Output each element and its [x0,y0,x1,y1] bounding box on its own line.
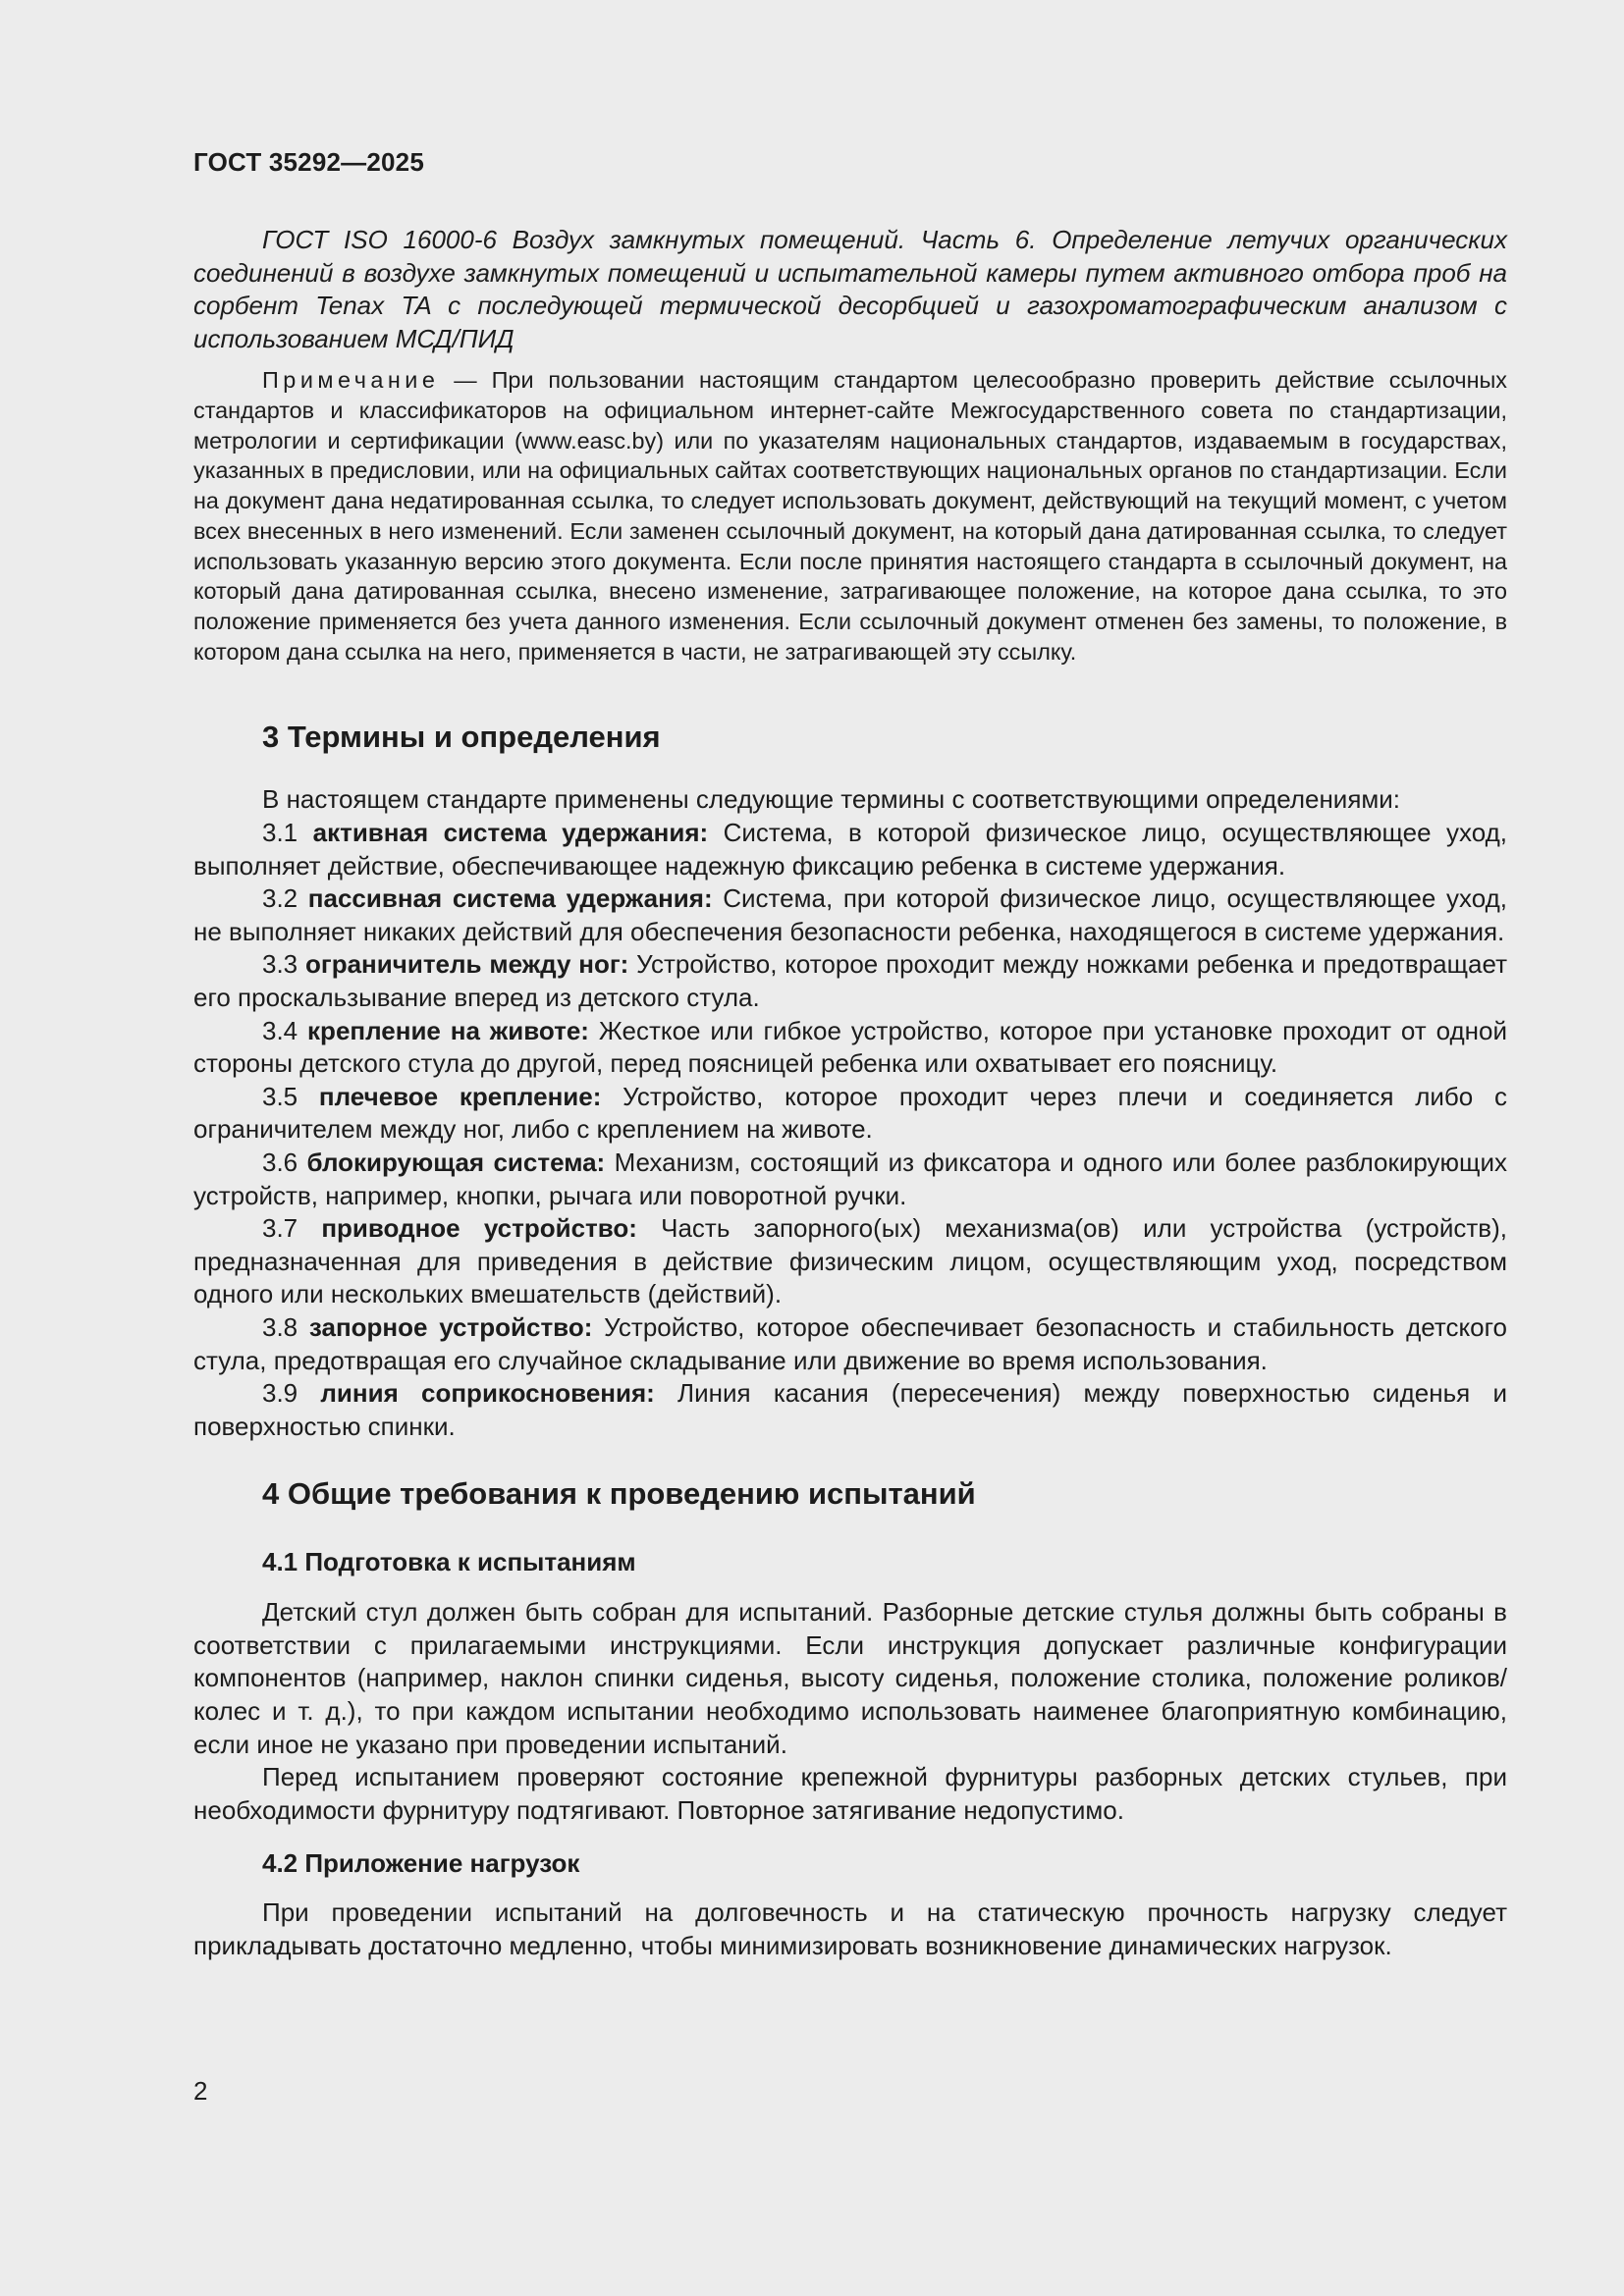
term-number: 3.8 [262,1311,298,1342]
subsection-4-2-paragraph: При проведении испытаний на долговечность и на статическую прочность нагрузку следует прикладывать достаточно медленно, чтобы минимизировать возникновение динамических нагрузок. [193,1897,1507,1961]
term-number: 3.3 [262,949,298,980]
term-text: Часть запорного(ых) механизма(ов) или устройства (устройств), предназначенная для приведения в действие физическим лицом, осуществляющим уход, посредством одного или нескольких вмешательств (действий). [193,1213,1507,1309]
term-definition [193,1147,1507,1212]
term-number: 3.7 [262,1213,298,1244]
reference-note [193,365,1507,667]
section-4-heading: 4 Общие требования к проведению испытаний [262,1476,976,1512]
note-text: При пользовании настоящим стандартом целесообразно проверить действие ссылочных стандартов и классификаторов на официальном интернет-сайте Межгосударственного совета по стандартизации, метрологии и сертификации (www.easc.by) или по указателям национальных стандартов, издаваемым в государствах, указанных в предисловии, или на официальных сайтах соответствующих национальных органов по стандартизации. Если на документ дана недатированная ссылка, то следует использовать документ, действующий на текущий момент, с учетом всех внесенных в него изменений. Если заменен ссылочный документ, на который дана датированная ссылка, то следует использовать указанную версию этого документа. Если после принятия настоящего стандарта в ссылочный документ, на который дана датированная ссылка, внесено изменение, затрагивающее положение, на которое дана ссылка, то это положение применяется без учета данного изменения. Если ссылочный документ отменен без замены, то положение, в котором дана ссылка на него, применяется в части, не затрагивающей эту ссылку. [193,367,1508,665]
term-name: линия соприкосновения: [320,1378,655,1409]
term-number: 3.2 [262,883,298,914]
term-number: 3.5 [262,1081,298,1111]
term-name: крепление на животе: [307,1015,589,1045]
term-definition [193,1212,1507,1311]
term-name: активная система удержания: [312,818,709,847]
term-name: блокирующая система: [306,1147,606,1177]
subsection-4-1-paragraph: Детский стул должен быть собран для испытаний. Разборные детские стулья должны быть собраны в соответствии с прилагаемыми инструкциями. Если инструкция допускает различные конфигурации компонентов (например, наклон спинки сиденья, высоту сиденья, положение столика, положение роликов/колес и т. д.), то при каждом испытании необходимо использовать наименее благоприятную комбинацию, если иное не указано при проведении испытаний. [193,1597,1507,1759]
term-text: Система, при которой физическое лицо, осуществляющее уход, не выполняет никаких действий для обеспечения безопасности ребенка, находящегося в системе удержания. [193,883,1507,946]
subsection-4-1-paragraph: Перед испытанием проверяют состояние крепежной фурнитуры разборных детских стульев, при необходимости фурнитуру подтягивают. Повторное затягивание недопустимо. [193,1762,1507,1825]
term-name: пассивная система удержания: [307,883,713,914]
section-3-heading: 3 Термины и определения [262,720,661,755]
terms-list [193,817,1507,1443]
term-name: приводное устройство: [321,1213,637,1244]
term-text: Устройство, которое обеспечивает безопасность и стабильность детского стула, предотвращая его случайное складывание или движение во время использования. [193,1311,1507,1375]
term-number: 3.9 [262,1378,298,1409]
normative-reference-item: ГОСТ ISO 16000-6 Воздух замкнутых помещений. Часть 6. Определение летучих органических соединений в воздухе замкнутых помещений и испытательной камеры путем активного отбора проб на сорбент Tenax TA с последующей термической десорбцией и газохроматографическим анализом с использованием МСД/ПИД [193,225,1507,353]
term-text: Жесткое или гибкое устройство, которое при установке проходит от одной стороны детского стула до другой, перед поясницей ребенка или охватывает его поясницу. [193,1015,1507,1079]
term-definition [193,817,1507,882]
term-text: Устройство, которое проходит между ножками ребенка и предотвращает его проскальзывание вперед из детского стула. [193,949,1507,1012]
note-dash: — [439,367,492,394]
term-name: плечевое крепление: [318,1081,602,1111]
term-definition [193,882,1507,948]
note-label: Примечание [262,367,440,394]
term-text: Система, в которой физическое лицо, осуществляющее уход, выполняет действие, обеспечивающее надежную фиксацию ребенка в системе удержания. [193,818,1507,881]
subsection-4-2-heading: 4.2 Приложение нагрузок [262,1848,580,1879]
subsection-4-1-heading: 4.1 Подготовка к испытаниям [262,1547,636,1577]
term-number: 3.6 [262,1147,298,1177]
term-number: 3.1 [262,818,298,847]
term-definition [193,1311,1507,1377]
term-name: ограничитель между ног: [305,949,629,980]
terms-intro: В настоящем стандарте применены следующие термины с соответствующими определениями: [262,784,1401,815]
term-definition [193,948,1507,1014]
term-definition [193,1081,1507,1147]
term-text: Устройство, которое проходит через плечи и соединяется либо с ограничителем между ног, либо с креплением на животе. [193,1081,1508,1145]
document-code-header: ГОСТ 35292—2025 [193,147,424,177]
term-definition [193,1377,1507,1443]
term-name: запорное устройство: [308,1311,593,1342]
term-text: Механизм, состоящий из фиксатора и одного или более разблокирующих устройств, например, кнопки, рычага или поворотной ручки. [193,1147,1507,1210]
term-number: 3.4 [262,1015,298,1045]
page-number: 2 [193,2076,208,2106]
term-text: Линия касания (пересечения) между поверхностью сиденья и поверхностью спинки. [193,1378,1507,1441]
term-definition [193,1015,1507,1081]
document-body [193,224,1507,1963]
